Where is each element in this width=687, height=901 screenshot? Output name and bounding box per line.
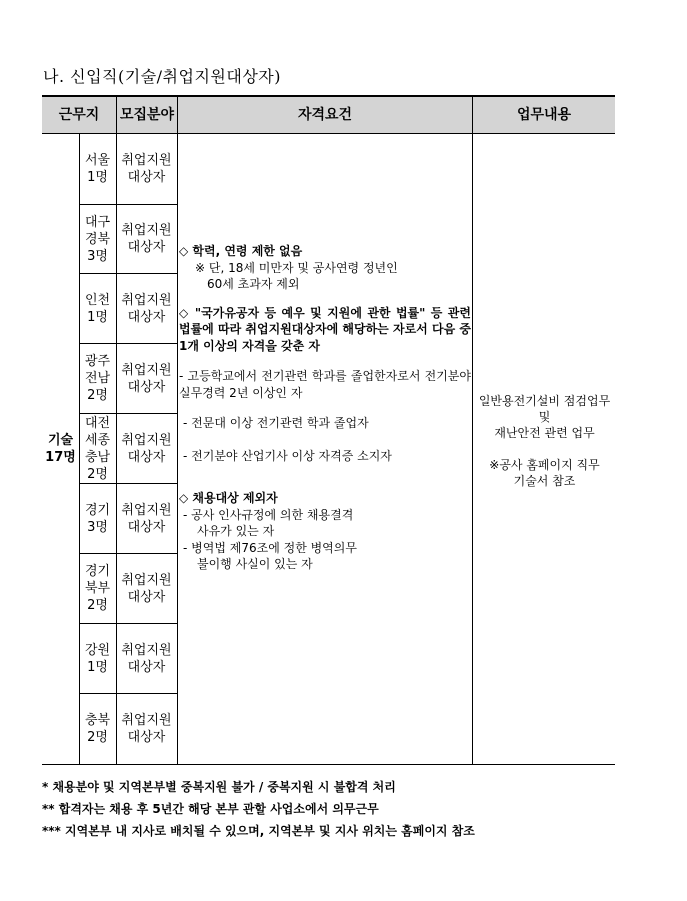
field-label-2: 대상자 xyxy=(127,589,166,605)
field-label-2: 대상자 xyxy=(127,170,166,185)
req-exclusion-1b: 사유가 있는 자 xyxy=(197,524,275,538)
table-top-border xyxy=(42,95,615,97)
field-label-2: 대상자 xyxy=(127,519,166,535)
header-requirements: 자격요건 xyxy=(178,95,472,133)
region-count: 3명 xyxy=(87,248,108,264)
region-cell xyxy=(79,694,116,764)
field-label: 취업지원 xyxy=(121,572,172,588)
field-label: 취업지원 xyxy=(121,362,172,378)
req-exclusion-2b: 불이행 사실이 있는 자 xyxy=(197,557,313,571)
header-field: 모집분야 xyxy=(117,95,177,133)
recruitment-table xyxy=(42,95,615,765)
region-cell xyxy=(79,414,116,483)
col-divider xyxy=(177,95,178,765)
req-age: ◇ 학력, 연령 제한 없음 xyxy=(179,244,303,258)
req-eligibility: ◇ "국가유공자 등 예우 및 지원에 관한 법률" 등 관련 법률에 따라 취업지원대상자에 해당하는 자로서 다음 중 1개 이상의 자격을 갖춘 자 xyxy=(179,305,471,353)
field-cell xyxy=(116,554,177,623)
region-cell xyxy=(79,344,116,413)
region-count: 2명 xyxy=(87,466,108,482)
region-cell xyxy=(79,274,116,343)
req-age-note: ※ 단, 18세 미만자 및 공사연령 정년인 xyxy=(195,260,398,275)
region-count: 3명 xyxy=(87,519,108,535)
field-label-2: 대상자 xyxy=(127,309,166,325)
field-label: 취업지원 xyxy=(121,153,172,168)
region-cell xyxy=(79,134,116,204)
region-count: 1명 xyxy=(87,659,108,675)
region-cell xyxy=(79,554,116,623)
table-bottom-border xyxy=(42,764,615,765)
field-label: 취업지원 xyxy=(121,223,172,238)
category-name: 기술 xyxy=(47,433,74,448)
req-college: - 전문대 이상 전기관련 학과 졸업자 xyxy=(183,416,369,430)
field-label: 취업지원 xyxy=(121,713,172,728)
header-duties: 업무내용 xyxy=(473,95,615,133)
requirements-cell xyxy=(179,243,471,573)
field-label-2: 대상자 xyxy=(127,449,166,465)
field-cell xyxy=(116,344,177,413)
region-name: 광주 전남 xyxy=(84,354,111,386)
req-age-note-2: 60세 초과자 제외 xyxy=(207,277,300,291)
field-cell xyxy=(116,274,177,343)
section-heading: 나. 신입직(기술/취업지원대상자) xyxy=(43,67,281,86)
field-label: 취업지원 xyxy=(121,292,172,308)
req-exclusion-1: - 공사 인사규정에 의한 채용결격 xyxy=(183,507,354,522)
region-name: 인천 xyxy=(84,292,111,308)
req-certificate: - 전기분야 산업기사 이상 자격증 소지자 xyxy=(183,448,392,463)
region-name: 강원 xyxy=(84,642,111,658)
region-name: 대구 경북 xyxy=(84,214,111,247)
region-count: 2명 xyxy=(87,598,108,613)
field-label: 취업지원 xyxy=(121,432,172,448)
region-count: 2명 xyxy=(87,730,108,745)
field-label: 취업지원 xyxy=(121,642,172,658)
region-count: 1명 xyxy=(87,309,108,325)
duty-note: ※공사 홈페이지 직무 xyxy=(489,458,600,472)
category-count: 17명 xyxy=(45,450,76,465)
category-cell xyxy=(42,133,79,765)
field-cell xyxy=(116,484,177,553)
req-highschool: - 고등학교에서 전기관련 학과를 졸업한자로서 전기분야 실무경력 2년 이상인 자 xyxy=(179,369,471,400)
footnote: *** 지역본부 내 지사로 배치될 수 있으며, 지역본부 및 지사 위치는 홈페이지 참조 xyxy=(42,824,475,838)
field-cell xyxy=(116,134,177,204)
region-name: 경기 xyxy=(84,502,111,518)
field-cell xyxy=(116,414,177,483)
region-name: 경기 북부 xyxy=(84,564,111,596)
field-cell xyxy=(116,624,177,693)
field-label-2: 대상자 xyxy=(127,730,166,745)
field-label-2: 대상자 xyxy=(127,240,166,255)
req-exclusion-2: - 병역법 제76조에 정한 병역의무 xyxy=(183,540,357,555)
footnote: ** 합격자는 채용 후 5년간 해당 본부 관할 사업소에서 의무근무 xyxy=(42,802,379,816)
region-name: 대전 세종 충남 xyxy=(84,415,111,465)
footnotes xyxy=(42,776,475,842)
field-cell xyxy=(116,694,177,764)
region-cell xyxy=(79,205,116,273)
region-count: 2명 xyxy=(87,388,108,403)
duty-note: 기술서 참조 xyxy=(513,474,576,488)
header-location: 근무지 xyxy=(42,95,116,133)
region-cell xyxy=(79,624,116,693)
footnote: * 채용분야 및 지역본부별 중복지원 불가 / 중복지원 시 불합격 처리 xyxy=(42,780,396,794)
region-name: 서울 xyxy=(84,153,111,168)
col-divider xyxy=(472,95,473,765)
field-cell xyxy=(116,205,177,273)
req-exclusion: ◇ 채용대상 제외자 xyxy=(179,491,278,505)
duty-line: 및 xyxy=(538,410,551,424)
duty-line: 재난안전 관련 업무 xyxy=(494,426,595,440)
field-label-2: 대상자 xyxy=(127,379,166,395)
field-label-2: 대상자 xyxy=(127,659,166,675)
region-count: 1명 xyxy=(87,170,108,185)
region-name: 충북 xyxy=(84,713,111,728)
duty-line: 일반용전기설비 점검업무 xyxy=(478,394,611,408)
duties-cell xyxy=(474,393,615,489)
region-cell xyxy=(79,484,116,553)
field-label: 취업지원 xyxy=(121,502,172,518)
